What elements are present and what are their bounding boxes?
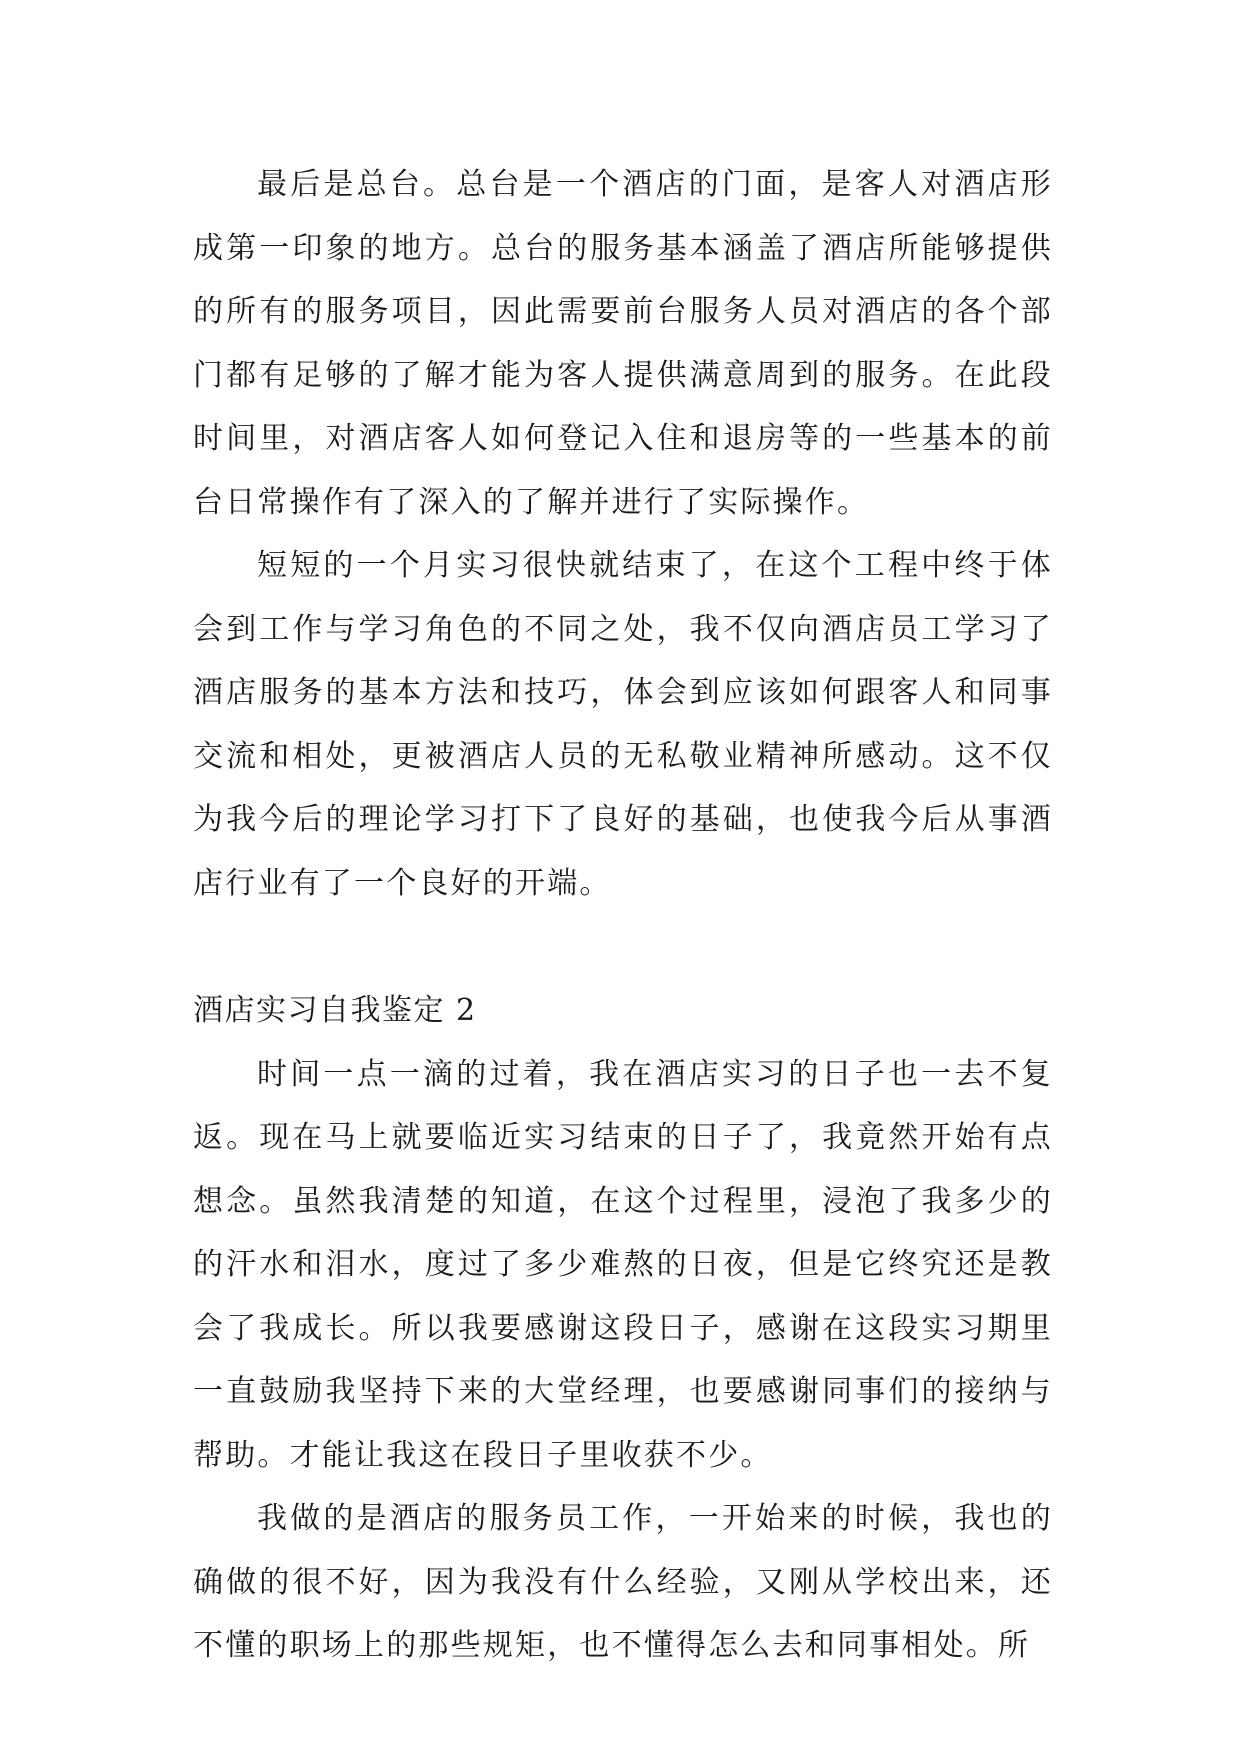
paragraph-front-desk: 最后是总台。总台是一个酒店的门面，是客人对酒店形成第一印象的地方。总台的服务基本涵盖了酒店所能够提供的所有的服务项目，因此需要前台服务人员对酒店的各个部门都有足够的了解才能为客人提供满意周到的服务。在此段时间里，对酒店客人如何登记入住和退房等的一些基本的前台日常操作有了深入的了解并进行了实际操作。 <box>193 167 1053 520</box>
document-body <box>193 153 1053 1678</box>
section-title: 酒店实习自我鉴定 2 <box>193 993 477 1028</box>
paragraph-waiter-work: 我做的是酒店的服务员工作，一开始来的时候，我也的确做的很不好，因为我没有什么经验，又刚从学校出来，还不懂的职场上的那些规矩，也不懂得怎么去和同事相处。所 <box>193 1501 1053 1663</box>
paragraph-internship-summary: 短短的一个月实习很快就结束了，在这个工程中终于体会到工作与学习角色的不同之处，我不仅向酒店员工学习了酒店服务的基本方法和技巧，体会到应该如何跟客人和同事交流和相处，更被酒店人员的无私敬业精神所感动。这不仅为我今后的理论学习打下了良好的基础，也使我今后从事酒店行业有了一个良好的开端。 <box>193 548 1053 901</box>
paragraph-time-passing: 时间一点一滴的过着，我在酒店实习的日子也一去不复返。现在马上就要临近实习结束的日子了，我竟然开始有点想念。虽然我清楚的知道，在这个过程里，浸泡了我多少的的汗水和泪水，度过了多少难熬的日夜，但是它终究还是教会了我成长。所以我要感谢这段日子，感谢在这段实习期里一直鼓励我坚持下来的大堂经理，也要感谢同事们的接纳与帮助。才能让我这在段日子里收获不少。 <box>193 1056 1053 1473</box>
